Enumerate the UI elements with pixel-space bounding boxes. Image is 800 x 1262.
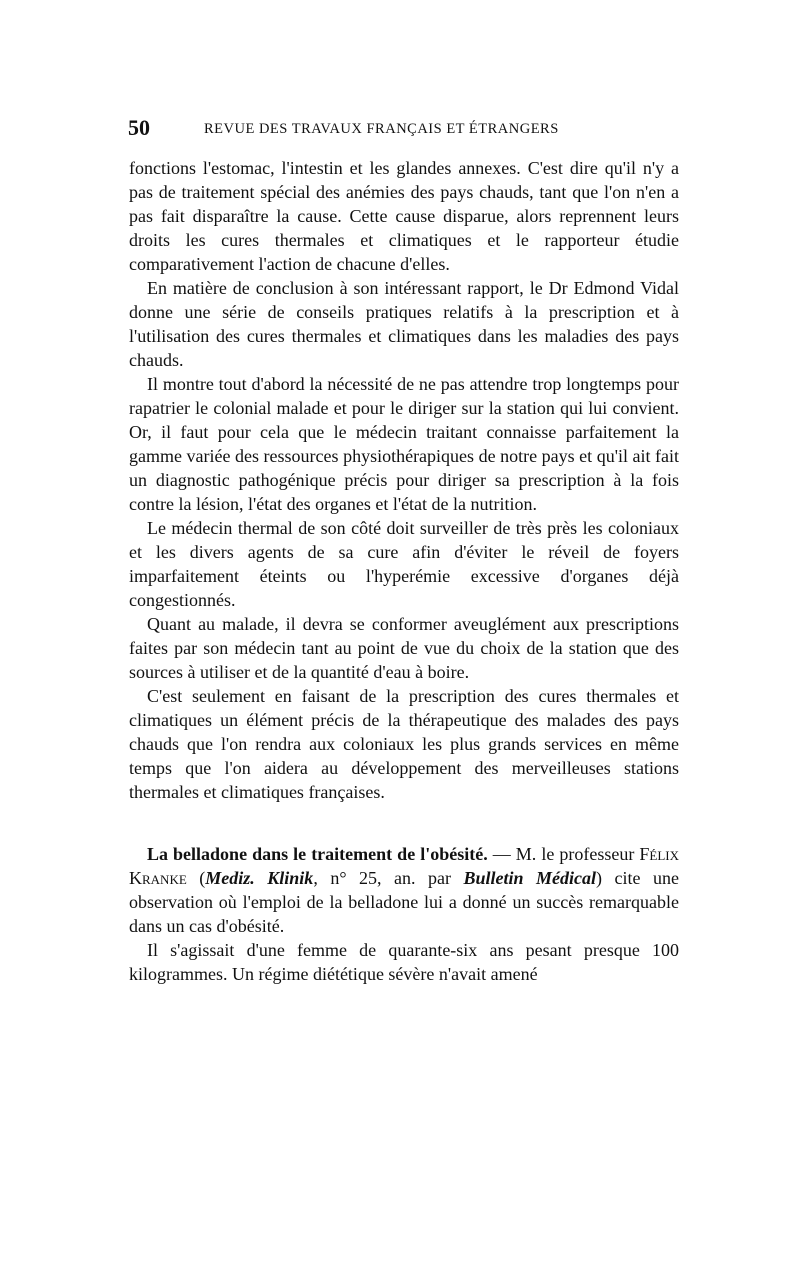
- paragraph-thermal-physician: Le médecin thermal de son côté doit surveiller de très près les coloniaux et les divers agents de sa cure afin d'éviter le réveil de foyers imparfaitement éteints ou l'hyperémie excessive d'organes déjà congestionnés.: [129, 518, 679, 610]
- article-body: [129, 156, 679, 986]
- journal-title: REVUE DES TRAVAUX FRANÇAIS ET ÉTRANGERS: [204, 121, 559, 137]
- paragraph-final: C'est seulement en faisant de la prescription des cures thermales et climatiques un élément précis de la thérapeutique des malades des pays chauds que l'on rendra aux coloniaux les plus grands services en même temps que l'on aidera au développement des merveilleuses stations thermales et climatiques françaises.: [129, 686, 679, 802]
- page-number: 50: [128, 115, 150, 140]
- section-body-text: ) cite une observation où l'emploi de la belladone lui a donné un succès remarquable dans un cas d'obésité.: [129, 868, 679, 936]
- running-header: [128, 116, 680, 140]
- section-lead-text: — M. le professeur: [487, 844, 640, 864]
- paragraph-conclusion: En matière de conclusion à son intéressant rapport, le Dr Edmond Vidal donne une série de conseils pratiques relatifs à la prescription et à l'utilisation des cures thermales et climatiques dans les maladies des pays chauds.: [129, 278, 679, 370]
- source-journal: Bulletin Médical: [463, 868, 597, 888]
- paragraph-repatriation: Il montre tout d'abord la nécessité de ne pas attendre trop longtemps pour rapatrier le colonial malade et pour le diriger sur la station qui lui convient. Or, il faut pour cela que le médecin traitant connaisse parfaitement la gamme variée des ressources physiothérapiques de notre pays et qu'il ait fait un diagnostic pathogénique précis pour diriger sa prescription à la fois contre la lésion, l'état des organes et l'état de la nutrition.: [129, 374, 679, 514]
- author-name: Félix Kranke: [129, 844, 680, 888]
- citation-open: (: [186, 868, 206, 888]
- paragraph-anemia-causes: fonctions l'estomac, l'intestin et les glandes annexes. C'est dire qu'il n'y a pas de traitement spécial des anémies des pays chauds, tant que l'on n'en a pas fait disparaître la cause. Cette cause disparue, alors reprennent leurs droits les cures thermales et climatiques et le rapporteur étudie comparativement l'action de chacune d'elles.: [129, 158, 679, 274]
- citation-details: , n° 25, an. par: [313, 868, 464, 888]
- journal-name: Mediz. Klinik: [205, 868, 314, 888]
- section-title: La belladone dans le traitement de l'obésité.: [147, 844, 488, 864]
- paragraph-case-description: Il s'agissait d'une femme de quarante-six ans pesant presque 100 kilogrammes. Un régime diététique sévère n'avait amené: [129, 940, 679, 984]
- paragraph-patient: Quant au malade, il devra se conformer aveuglément aux prescriptions faites par son médecin tant au point de vue du choix de la station que des sources à utiliser et de la quantité d'eau à boire.: [129, 614, 679, 682]
- section-belladone-paragraph: [129, 842, 679, 938]
